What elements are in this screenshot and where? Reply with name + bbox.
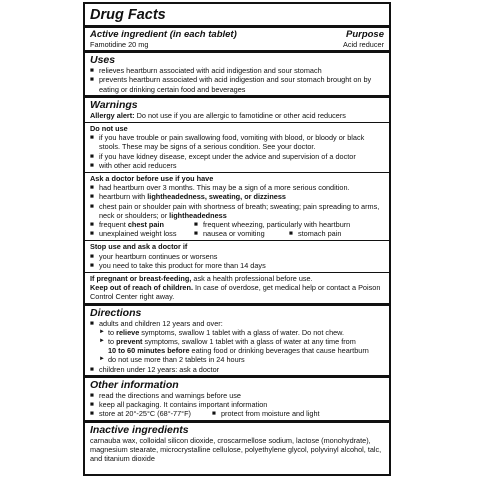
ask-doctor-item: ■ chest pain or shoulder pain with shortness of breath; sweating; pain spreading to arms, neck or shoulders; or lightheadedness [90,202,384,220]
ask-doctor-item: ■ frequent wheezing, particularly with heartburn [194,220,384,229]
drug-facts-panel [83,2,391,476]
active-ingredient: Famotidine 20 mg [90,40,149,49]
ask-doctor-heading: Ask a doctor before use if you have [90,174,214,184]
ask-doctor-item: ■ heartburn with lightheadedness, sweating, or dizziness [90,192,384,201]
divider [85,122,389,123]
other-info-item: ■ read the directions and warnings before use [90,391,384,400]
ask-doctor-item: ■ had heartburn over 3 months. This may be a sign of a more serious condition. [90,183,384,192]
divider [85,303,389,306]
directions-subitem: ► do not use more than 2 tablets in 24 hours [99,355,384,364]
other-info-item: ■ protect from moisture and light [212,409,384,418]
directions-heading: Directions [90,306,142,319]
uses-item: ■ prevents heartburn associated with acid indigestion and sour stomach brought on by eating or drinking certain food and beverages [90,75,384,93]
other-info-item: ■ store at 20°-25°C (68°-77°F) [90,409,212,418]
divider [85,375,389,378]
active-ingredient-heading: Active ingredient (in each tablet) [90,29,237,40]
directions-sublist [90,328,384,365]
do-not-use-item: ■ if you have trouble or pain swallowing food, vomiting with blood, or bloody or black stools. These may be signs of a serious condition. See your doctor. [90,133,384,151]
inactive-ingredients-text: carnauba wax, colloidal silicon dioxide, croscarmellose sodium, lactose (monohydrate), magnesium stearate, microcrystalline cellulose, polyethylene glycol, polyvinyl alcohol, talc, and titanium dioxide [90,435,382,463]
active-ingredient-row [90,40,384,49]
ask-doctor-item: ■ stomach pain [289,229,384,238]
other-info-item: ■ keep all packaging. It contains important information [90,400,384,409]
directions-subitem: ► to prevent symptoms, swallow 1 tablet with a glass of water at any time from 10 to 60 minutes before eating food or drinking beverages that cause heartburn [99,337,384,355]
divider [85,172,389,173]
other-info-storage [90,409,384,418]
purpose-value: Acid reducer [343,40,384,49]
warnings-heading: Warnings [90,98,138,111]
allergy-alert: Allergy alert: Do not use if you are allergic to famotidine or other acid reducers [90,110,346,120]
stop-use-item: ■ you need to take this product for more than 14 days [90,261,384,270]
ask-doctor-item: ■ nausea or vomiting [194,229,289,238]
purpose-heading: Purpose [345,29,384,40]
ask-doctor-grid [90,220,384,238]
inactive-ingredients-heading: Inactive ingredients [90,423,189,436]
uses-item: ■ relieves heartburn associated with acid indigestion and sour stomach [90,66,384,75]
ask-doctor-item: ■ frequent chest pain [90,220,194,229]
stop-use-heading: Stop use and ask a doctor if [90,242,188,252]
do-not-use-item: ■ with other acid reducers [90,161,384,170]
directions-item: ■ children under 12 years: ask a doctor [90,365,384,374]
stop-use-item: ■ your heartburn continues or worsens [90,252,384,261]
divider [85,272,389,273]
divider [85,25,389,28]
other-information-heading: Other information [90,378,179,391]
divider [85,240,389,241]
do-not-use-heading: Do not use [90,124,128,134]
directions-subitem: ► to relieve symptoms, swallow 1 tablet with a glass of water. Do not chew. [99,328,384,337]
keep-out-of-reach: Keep out of reach of children. In case of overdose, get medical help or contact a Poison Control Center right away. [90,283,381,302]
divider [85,95,389,98]
drug-facts-title: Drug Facts [90,7,166,23]
pregnancy-warning: If pregnant or breast-feeding, ask a health professional before use. [90,274,313,284]
do-not-use-item: ■ if you have kidney disease, except under the advice and supervision of a doctor [90,152,384,161]
divider [85,420,389,423]
uses-heading: Uses [90,54,116,67]
directions-item: ■ adults and children 12 years and over: [90,319,384,328]
ask-doctor-item: ■ unexplained weight loss [90,229,194,238]
divider [85,50,389,53]
